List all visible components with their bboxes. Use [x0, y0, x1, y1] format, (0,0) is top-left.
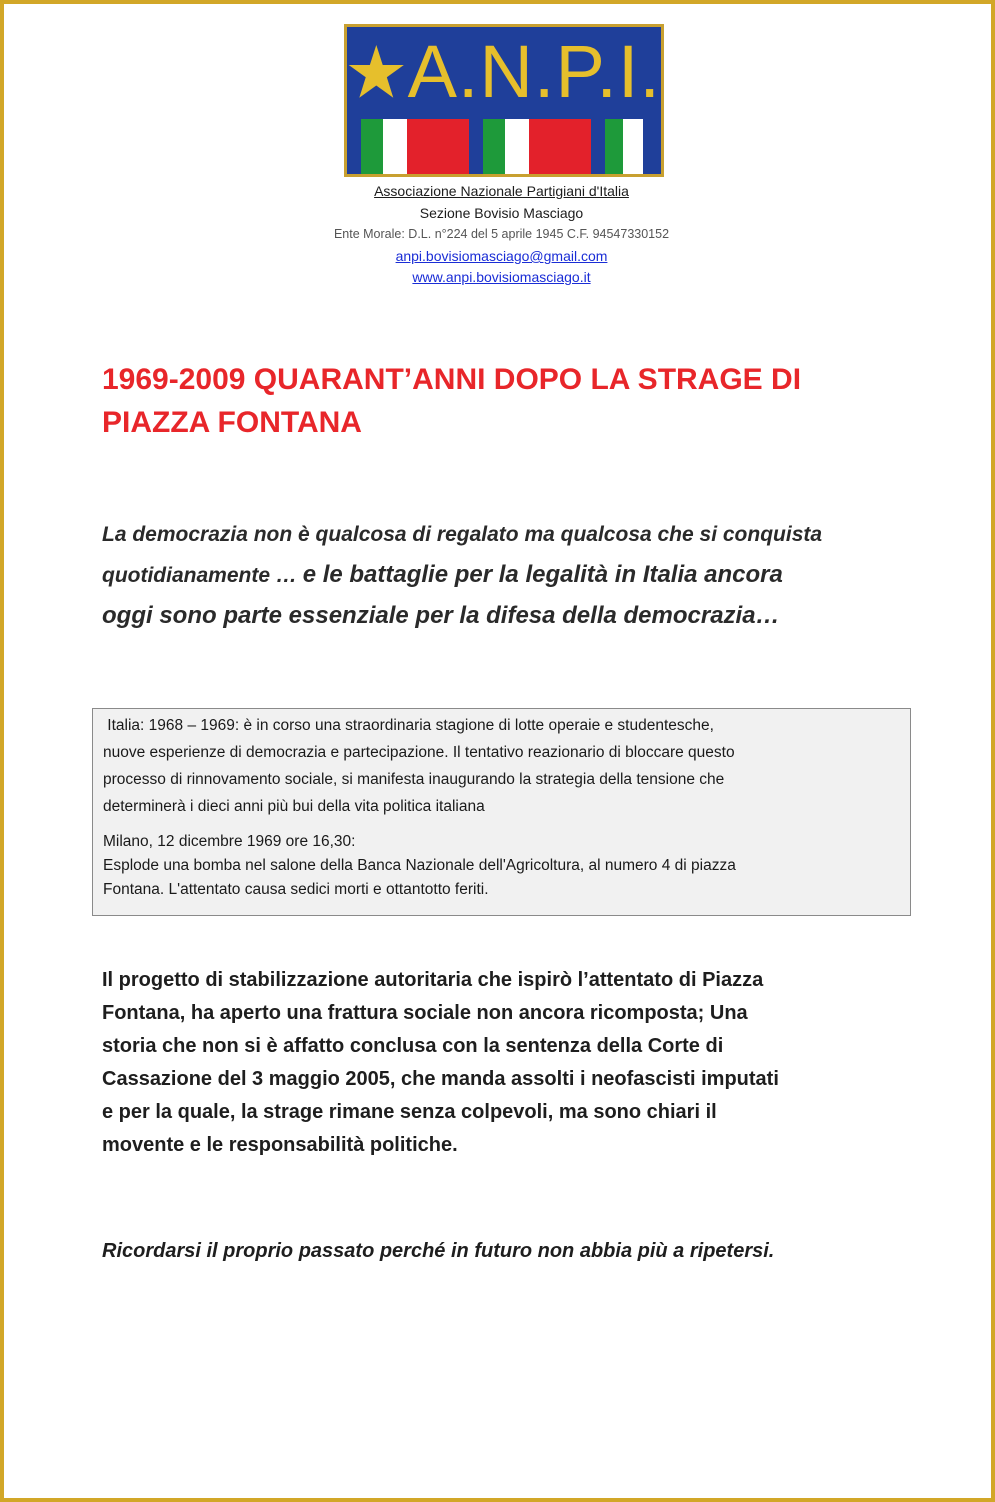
box-line: Milano, 12 dicembre 1969 ore 16,30: [103, 833, 356, 850]
website-link[interactable]: www.anpi.bovisiomasciago.it [412, 269, 591, 285]
registration-info: Ente Morale: D.L. n°224 del 5 aprile 1945 C.F. 94547330152 [333, 227, 670, 241]
quote-line-3: oggi sono parte essenziale per la difesa della democrazia… [102, 602, 780, 629]
logo-word: A.N.P.I. [407, 30, 661, 113]
body-paragraph [102, 964, 922, 1162]
quote-line-2b: e le battaglie per la legalità in Italia ancora [302, 561, 783, 588]
quote-line-2a: quotidianamente … [102, 564, 303, 587]
tricolor-flag-stripes [347, 119, 661, 177]
anpi-logo [344, 24, 664, 177]
association-name: Associazione Nazionale Partigiani d'Italia [374, 183, 629, 199]
quote-line-1: La democrazia non è qualcosa di regalato ma qualcosa che si conquista [102, 523, 823, 546]
box-paragraph-1 [103, 712, 900, 820]
intro-quote [102, 516, 932, 638]
box-line: Fontana. L'attentato causa sedici morti e ottantotto feriti. [103, 881, 489, 898]
body-line: Il progetto di stabilizzazione autoritaria che ispirò l’attentato di Piazza [102, 969, 764, 991]
closing-statement: Ricordarsi il proprio passato perché in futuro non abbia più a ripetersi. [102, 1240, 775, 1262]
page-title [102, 358, 922, 444]
title-line-1: 1969-2009 QUARANT’ANNI DOPO LA STRAGE DI [102, 363, 802, 396]
title-line-2: PIAZZA FONTANA [102, 406, 362, 439]
box-line: Italia: 1968 – 1969: è in corso una straordinaria stagione di lotte operaie e studentesche, [103, 717, 714, 734]
box-line: nuove esperienze di democrazia e partecipazione. Il tentativo reazionario di bloccare questo [103, 744, 735, 761]
section-name: Sezione Bovisio Masciago [419, 205, 584, 221]
box-line: Esplode una bomba nel salone della Banca Nazionale dell'Agricoltura, al numero 4 di piazza [103, 857, 736, 874]
box-paragraph-2 [103, 830, 900, 902]
body-line: Cassazione del 3 maggio 2005, che manda assolti i neofascisti imputati [102, 1068, 779, 1090]
body-line: storia che non si è affatto conclusa con la sentenza della Corte di [102, 1035, 724, 1057]
body-line: Fontana, ha aperto una frattura sociale non ancora ricomposta; Una [102, 1002, 748, 1024]
history-box [92, 708, 911, 916]
logo-wordmark [347, 31, 661, 113]
star-icon [347, 41, 406, 103]
box-line: determinerà i dieci anni più bui della vita politica italiana [103, 798, 485, 815]
box-line: processo di rinnovamento sociale, si manifesta inaugurando la strategia della tensione che [103, 771, 725, 788]
body-line: e per la quale, la strage rimane senza colpevoli, ma sono chiari il [102, 1101, 717, 1123]
email-link[interactable]: anpi.bovisiomasciago@gmail.com [395, 248, 608, 264]
body-line: movente e le responsabilità politiche. [102, 1134, 458, 1156]
